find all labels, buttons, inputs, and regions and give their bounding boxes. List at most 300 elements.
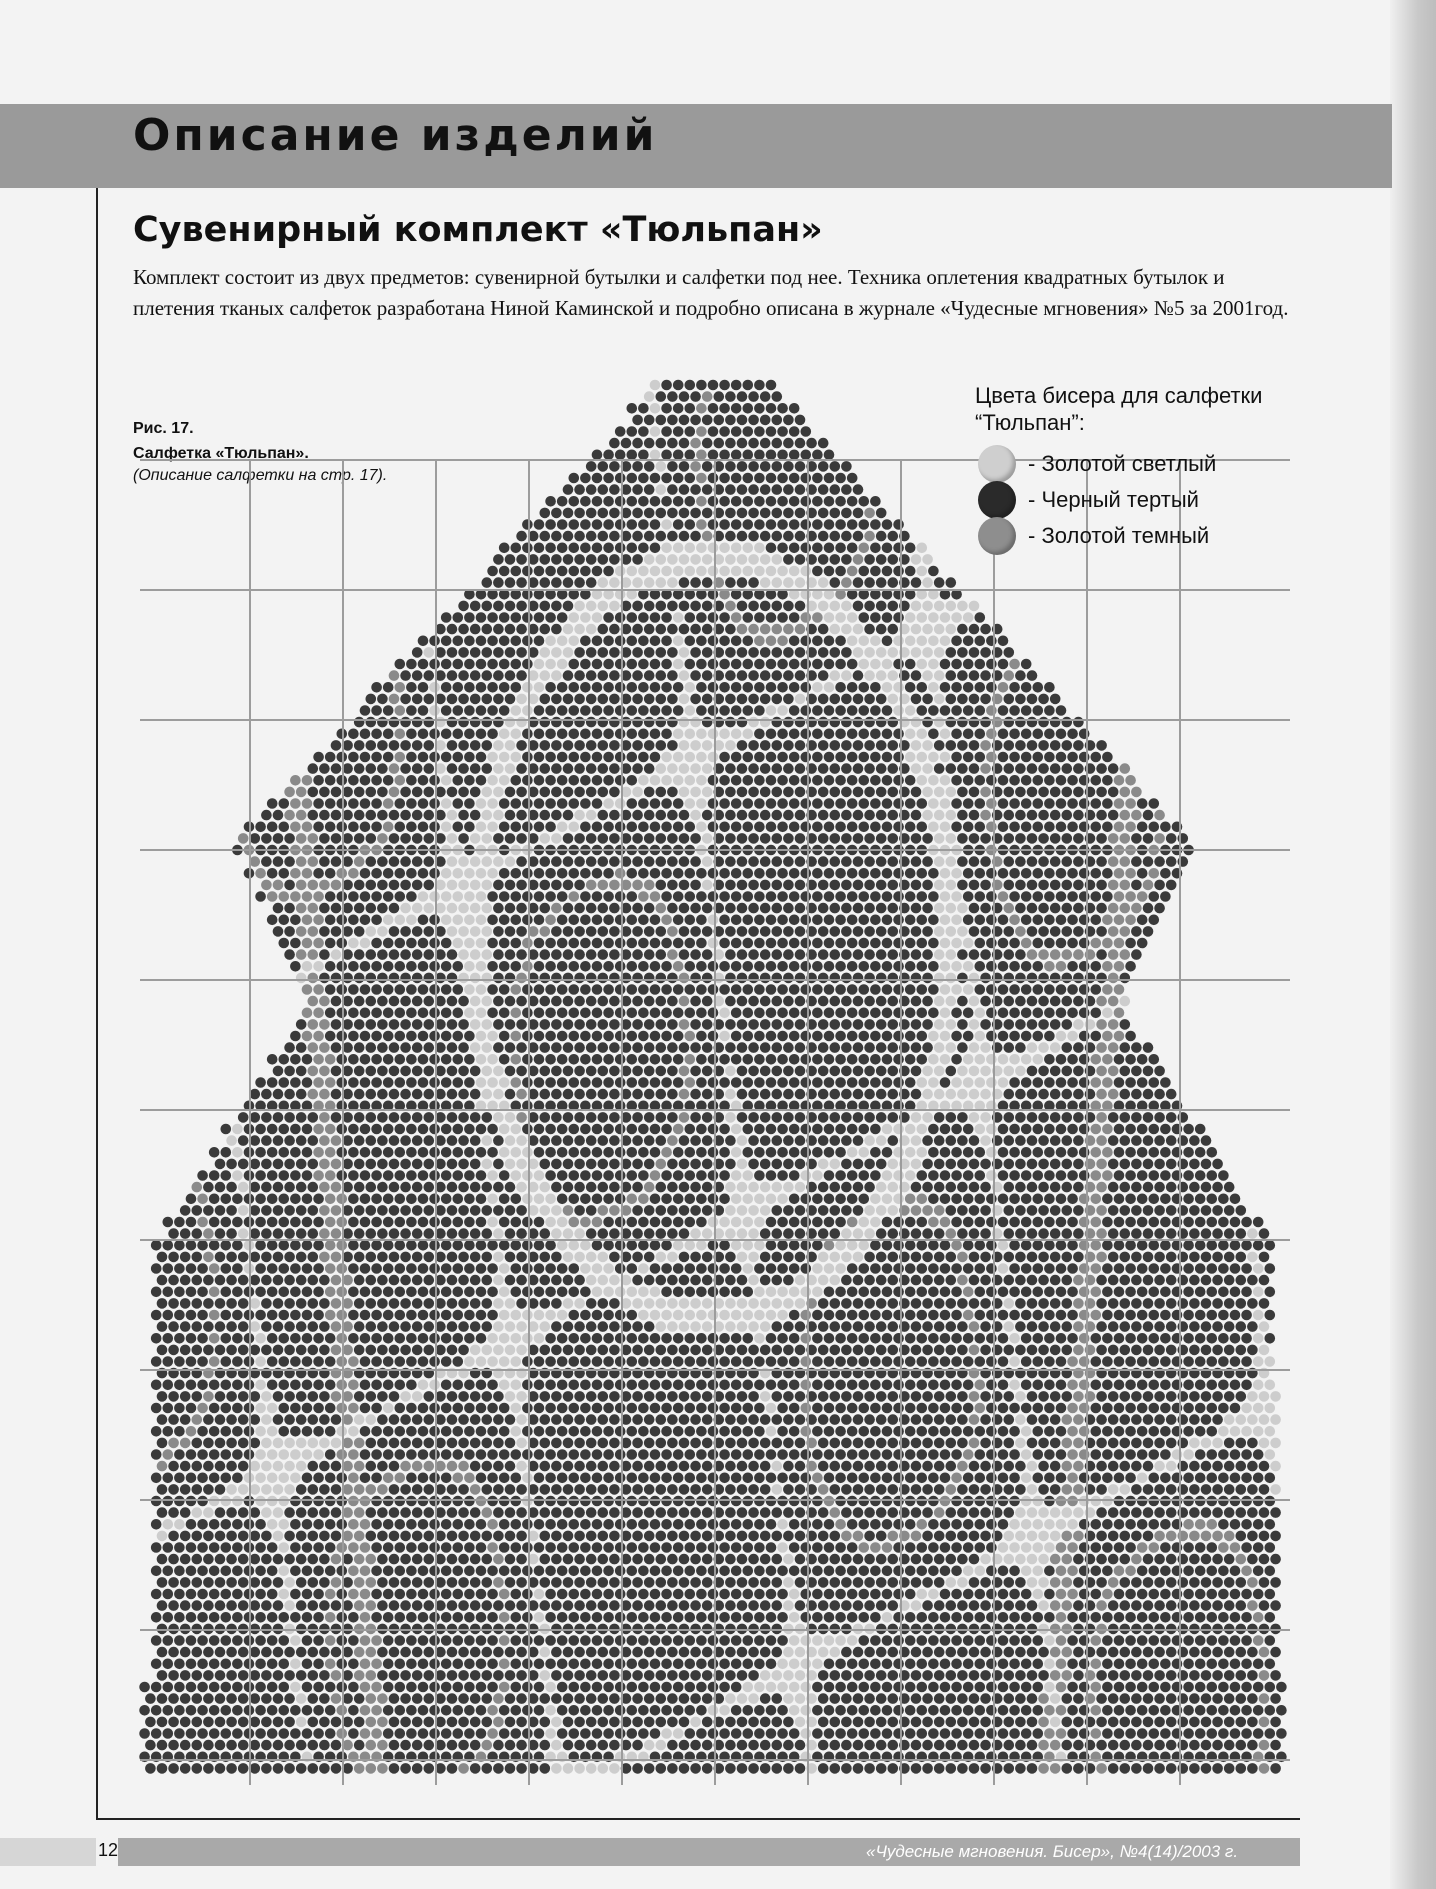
bead <box>980 810 991 821</box>
bead <box>876 1228 887 1239</box>
bead <box>557 543 568 554</box>
bead <box>1009 1008 1020 1019</box>
bead <box>1033 961 1044 972</box>
bead <box>957 926 968 937</box>
bead <box>911 1019 922 1030</box>
bead <box>783 833 794 844</box>
bead <box>661 1263 672 1274</box>
bead <box>969 717 980 728</box>
bead <box>458 694 469 705</box>
bead <box>453 1147 464 1158</box>
bead <box>574 973 585 984</box>
bead <box>737 1205 748 1216</box>
bead <box>1021 752 1032 763</box>
bead <box>835 1031 846 1042</box>
bead <box>302 775 313 786</box>
bead <box>893 612 904 623</box>
bead <box>406 1194 417 1205</box>
bead <box>969 1019 980 1030</box>
bead <box>876 1205 887 1216</box>
bead <box>679 694 690 705</box>
bead <box>545 1263 556 1274</box>
bead <box>493 694 504 705</box>
bead <box>476 1240 487 1251</box>
bead <box>551 833 562 844</box>
bead <box>731 1170 742 1181</box>
bead <box>482 740 493 751</box>
bead <box>354 763 365 774</box>
bead <box>453 729 464 740</box>
bead <box>383 729 394 740</box>
bead <box>783 1066 794 1077</box>
bead <box>719 426 730 437</box>
bead <box>609 531 620 542</box>
bead <box>661 729 672 740</box>
bead <box>1149 1194 1160 1205</box>
bead <box>377 996 388 1007</box>
bead <box>487 938 498 949</box>
bead <box>1073 740 1084 751</box>
bead <box>1044 915 1055 926</box>
bead <box>708 1054 719 1065</box>
bead <box>766 1263 777 1274</box>
bead <box>400 833 411 844</box>
bead <box>168 1275 179 1286</box>
bead <box>667 1159 678 1170</box>
bead <box>725 903 736 914</box>
bead <box>743 1077 754 1088</box>
bead <box>447 694 458 705</box>
bead <box>389 856 400 867</box>
bead <box>951 775 962 786</box>
bead <box>627 1170 638 1181</box>
bead <box>1166 1205 1177 1216</box>
bead <box>911 1112 922 1123</box>
bead <box>882 961 893 972</box>
bead <box>418 1287 429 1298</box>
bead <box>1050 1159 1061 1170</box>
bead <box>615 543 626 554</box>
bead <box>656 1135 667 1146</box>
bead <box>690 856 701 867</box>
bead <box>801 775 812 786</box>
bead <box>690 787 701 798</box>
bead <box>598 763 609 774</box>
bead <box>499 1124 510 1135</box>
bead <box>888 694 899 705</box>
bead <box>922 1112 933 1123</box>
bead <box>366 949 377 960</box>
bead <box>783 903 794 914</box>
bead <box>603 1077 614 1088</box>
bead <box>261 1112 272 1123</box>
bead <box>1033 1147 1044 1158</box>
bead <box>766 566 777 577</box>
bead <box>1021 659 1032 670</box>
bead <box>1247 1275 1258 1286</box>
bead <box>505 763 516 774</box>
bead <box>917 984 928 995</box>
bead <box>563 949 574 960</box>
bead <box>429 636 440 647</box>
bead <box>598 996 609 1007</box>
bead <box>516 996 527 1007</box>
bead <box>412 1089 423 1100</box>
bead <box>940 752 951 763</box>
bead <box>505 833 516 844</box>
bead <box>1120 903 1131 914</box>
bead <box>574 1019 585 1030</box>
bead <box>818 1275 829 1286</box>
bead <box>354 949 365 960</box>
bead <box>1067 1008 1078 1019</box>
bead <box>1218 1263 1229 1274</box>
bead <box>226 1182 237 1193</box>
bead <box>731 496 742 507</box>
bead <box>888 1112 899 1123</box>
bead <box>731 752 742 763</box>
bead <box>511 1031 522 1042</box>
bead <box>818 554 829 565</box>
bead <box>632 461 643 472</box>
bead <box>429 1240 440 1251</box>
bead <box>795 1252 806 1263</box>
bead <box>951 961 962 972</box>
bead <box>830 1182 841 1193</box>
bead <box>1096 1112 1107 1123</box>
bead <box>447 740 458 751</box>
bead <box>864 949 875 960</box>
bead <box>1143 1135 1154 1146</box>
bead <box>1004 1089 1015 1100</box>
bead <box>1056 1217 1067 1228</box>
bead <box>366 973 377 984</box>
bead <box>418 1077 429 1088</box>
bead <box>748 740 759 751</box>
bead <box>267 822 278 833</box>
bead <box>540 949 551 960</box>
bead <box>737 810 748 821</box>
bead <box>789 938 800 949</box>
bead <box>847 659 858 670</box>
bead <box>708 1077 719 1088</box>
bead <box>441 1287 452 1298</box>
bead <box>395 984 406 995</box>
bead <box>1166 856 1177 867</box>
bead <box>1050 740 1061 751</box>
bead <box>366 787 377 798</box>
bead <box>911 694 922 705</box>
bead <box>766 775 777 786</box>
bead <box>615 426 626 437</box>
bead <box>667 1112 678 1123</box>
bead <box>493 1275 504 1286</box>
bead <box>917 705 928 716</box>
bead <box>505 1182 516 1193</box>
bead <box>847 1263 858 1274</box>
bead <box>493 1205 504 1216</box>
bead <box>586 1252 597 1263</box>
bead <box>1021 1263 1032 1274</box>
bead <box>1131 833 1142 844</box>
bead <box>400 1135 411 1146</box>
bead <box>551 531 562 542</box>
bead <box>609 577 620 588</box>
bead <box>708 729 719 740</box>
bead <box>412 694 423 705</box>
bead <box>557 729 568 740</box>
bead <box>893 1031 904 1042</box>
bead <box>592 566 603 577</box>
bead <box>667 1205 678 1216</box>
bead <box>470 1019 481 1030</box>
bead <box>534 1054 545 1065</box>
bead <box>296 880 307 891</box>
bead <box>754 984 765 995</box>
bead <box>551 740 562 751</box>
bead <box>835 1170 846 1181</box>
bead <box>1154 833 1165 844</box>
bead <box>580 1194 591 1205</box>
bead <box>377 1019 388 1030</box>
bead <box>470 810 481 821</box>
bead <box>319 1135 330 1146</box>
bead <box>754 775 765 786</box>
bead <box>824 915 835 926</box>
bead <box>922 1019 933 1030</box>
bead <box>354 973 365 984</box>
bead <box>650 473 661 484</box>
bead <box>801 450 812 461</box>
bead <box>1166 833 1177 844</box>
bead <box>789 1031 800 1042</box>
bead <box>511 1124 522 1135</box>
bead <box>377 1252 388 1263</box>
bead <box>986 705 997 716</box>
bead <box>325 938 336 949</box>
bead <box>812 566 823 577</box>
bead <box>569 636 580 647</box>
bead <box>354 1159 365 1170</box>
bead <box>615 659 626 670</box>
bead <box>754 705 765 716</box>
bead <box>267 1240 278 1251</box>
bead <box>864 670 875 681</box>
bead <box>951 1077 962 1088</box>
bead <box>470 740 481 751</box>
bead <box>922 577 933 588</box>
bead <box>505 996 516 1007</box>
bead <box>1004 856 1015 867</box>
bead <box>864 1019 875 1030</box>
bead <box>615 775 626 786</box>
bead <box>493 833 504 844</box>
bead <box>824 961 835 972</box>
bead <box>702 717 713 728</box>
bead <box>1154 1159 1165 1170</box>
bead <box>859 1124 870 1135</box>
bead <box>621 438 632 449</box>
bead <box>360 891 371 902</box>
bead <box>574 484 585 495</box>
bead <box>429 1217 440 1228</box>
bead <box>1091 1263 1102 1274</box>
bead <box>719 891 730 902</box>
bead <box>632 1205 643 1216</box>
bead <box>1201 1135 1212 1146</box>
bead <box>859 752 870 763</box>
bead <box>876 1089 887 1100</box>
bead <box>772 717 783 728</box>
bead <box>337 915 348 926</box>
bead <box>830 694 841 705</box>
bead <box>661 752 672 763</box>
bead <box>383 891 394 902</box>
bead <box>835 566 846 577</box>
bead <box>998 984 1009 995</box>
bead <box>841 670 852 681</box>
bead <box>708 426 719 437</box>
bead <box>406 1170 417 1181</box>
bead <box>383 1170 394 1181</box>
bead <box>1125 822 1136 833</box>
bead <box>638 891 649 902</box>
bead <box>632 647 643 658</box>
bead <box>760 415 771 426</box>
bead <box>1108 1066 1119 1077</box>
bead <box>557 1194 568 1205</box>
bead <box>998 1054 1009 1065</box>
bead <box>777 705 788 716</box>
bead <box>882 984 893 995</box>
bead <box>911 647 922 658</box>
bead <box>963 659 974 670</box>
bead <box>1056 1170 1067 1181</box>
bead <box>580 775 591 786</box>
bead <box>1073 810 1084 821</box>
bead <box>627 1054 638 1065</box>
bead <box>963 1031 974 1042</box>
bead <box>389 926 400 937</box>
bead <box>197 1287 208 1298</box>
bead <box>696 798 707 809</box>
bead <box>366 996 377 1007</box>
bead <box>783 1089 794 1100</box>
bead <box>644 1089 655 1100</box>
bead <box>783 415 794 426</box>
bead <box>1073 1159 1084 1170</box>
bead <box>1015 810 1026 821</box>
bead <box>447 1089 458 1100</box>
bead <box>922 810 933 821</box>
bead <box>772 949 783 960</box>
bead <box>598 973 609 984</box>
bead <box>777 1124 788 1135</box>
bead <box>1096 1089 1107 1100</box>
bead <box>847 543 858 554</box>
bead <box>1125 1263 1136 1274</box>
bead <box>864 833 875 844</box>
bead <box>1137 1240 1148 1251</box>
bead <box>754 961 765 972</box>
bead <box>847 636 858 647</box>
bead <box>870 1008 881 1019</box>
bead <box>801 868 812 879</box>
bead <box>1114 938 1125 949</box>
bead <box>458 670 469 681</box>
bead <box>1247 1228 1258 1239</box>
bead <box>1062 1182 1073 1193</box>
bead <box>215 1275 226 1286</box>
bead <box>540 1275 551 1286</box>
bead <box>418 1031 429 1042</box>
bead <box>371 1147 382 1158</box>
bead <box>876 856 887 867</box>
bead <box>853 856 864 867</box>
bead <box>1021 798 1032 809</box>
bead <box>487 1124 498 1135</box>
bead <box>783 1135 794 1146</box>
bead <box>360 1124 371 1135</box>
bead <box>685 798 696 809</box>
bead <box>516 903 527 914</box>
bead <box>772 670 783 681</box>
bead <box>638 496 649 507</box>
bead <box>458 1252 469 1263</box>
bead <box>1027 996 1038 1007</box>
bead <box>946 624 957 635</box>
bead <box>615 868 626 879</box>
bead <box>917 752 928 763</box>
bead <box>354 833 365 844</box>
bead <box>986 636 997 647</box>
bead <box>476 1031 487 1042</box>
bead <box>934 903 945 914</box>
bead <box>313 1240 324 1251</box>
bead <box>841 647 852 658</box>
bead <box>1073 763 1084 774</box>
bead <box>1108 949 1119 960</box>
bead <box>957 880 968 891</box>
bead <box>557 1240 568 1251</box>
bead <box>922 717 933 728</box>
bead <box>308 926 319 937</box>
bead <box>609 1182 620 1193</box>
bead <box>603 822 614 833</box>
bead <box>777 752 788 763</box>
bead <box>1091 961 1102 972</box>
bead <box>917 682 928 693</box>
bead <box>1021 1124 1032 1135</box>
bead <box>696 1054 707 1065</box>
bead <box>1195 1147 1206 1158</box>
bead <box>656 717 667 728</box>
bead <box>516 880 527 891</box>
bead <box>1166 1182 1177 1193</box>
bead <box>1009 798 1020 809</box>
bead <box>354 1275 365 1286</box>
bead <box>1027 1159 1038 1170</box>
bead <box>975 984 986 995</box>
bead <box>400 1252 411 1263</box>
bead <box>795 647 806 658</box>
bead <box>1102 891 1113 902</box>
bead <box>250 1205 261 1216</box>
bead <box>911 833 922 844</box>
bead <box>969 670 980 681</box>
bead <box>592 752 603 763</box>
bead <box>592 1147 603 1158</box>
